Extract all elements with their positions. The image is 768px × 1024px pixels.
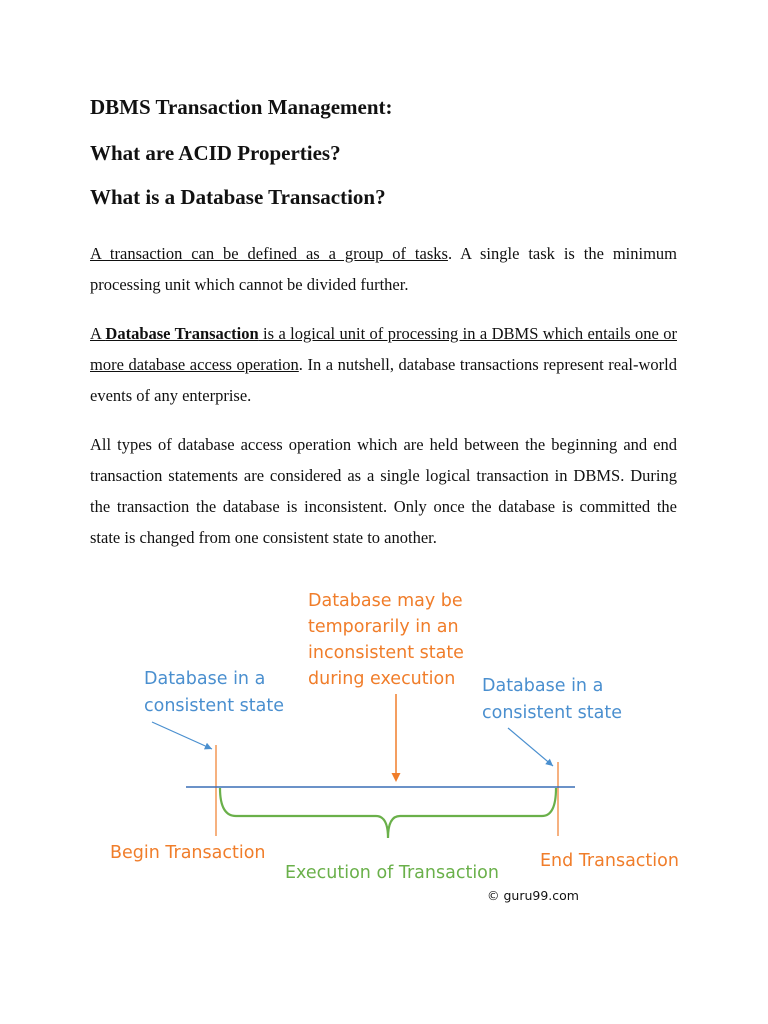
execution-brace (220, 788, 556, 838)
left-state-arrow (152, 722, 212, 749)
middle-state-line-1: Database may be (308, 591, 463, 611)
paragraph-logical-transaction: All types of database access operation which are held between the beginning and end transaction statements are considered as a single logical transaction in DBMS. During the transaction the database is inconsistent. Only once the database is committed the state is changed from one consistent state to another. (90, 435, 677, 547)
acid-heading: What are ACID Properties? (90, 141, 341, 165)
begin-transaction-label: Begin Transaction (110, 843, 266, 863)
left-state-line-2: consistent state (144, 696, 284, 716)
definition-rest-text: . A single task is the minimum processing unit which cannot be divided further. (90, 244, 678, 294)
right-state-line-1: Database in a (482, 676, 604, 696)
end-transaction-label: End Transaction (540, 851, 679, 871)
execution-label: Execution of Transaction (285, 863, 499, 883)
middle-state-line-2: temporarily in an (308, 617, 459, 637)
left-state-line-1: Database in a (144, 669, 266, 689)
db-transaction-rest-text: . In a nutshell, database transactions represent real-world events of any enterprise. (90, 355, 677, 405)
db-transaction-bold-term: Database Transaction (105, 324, 259, 343)
definition-underlined-text: A transaction can be defined as a group of tasks (90, 244, 448, 263)
title-heading: DBMS Transaction Management: (90, 95, 393, 119)
db-transaction-prefix: A (90, 324, 106, 343)
middle-state-line-4: during execution (308, 669, 456, 689)
copyright-text: © guru99.com (487, 888, 579, 903)
middle-state-line-3: inconsistent state (308, 643, 464, 663)
transaction-heading: What is a Database Transaction? (90, 185, 386, 209)
right-state-line-2: consistent state (482, 703, 622, 723)
right-state-arrow (508, 728, 553, 766)
db-transaction-underlined-body: is a logical unit of processing in a DBMS which entails one or more database access operation (90, 324, 677, 374)
